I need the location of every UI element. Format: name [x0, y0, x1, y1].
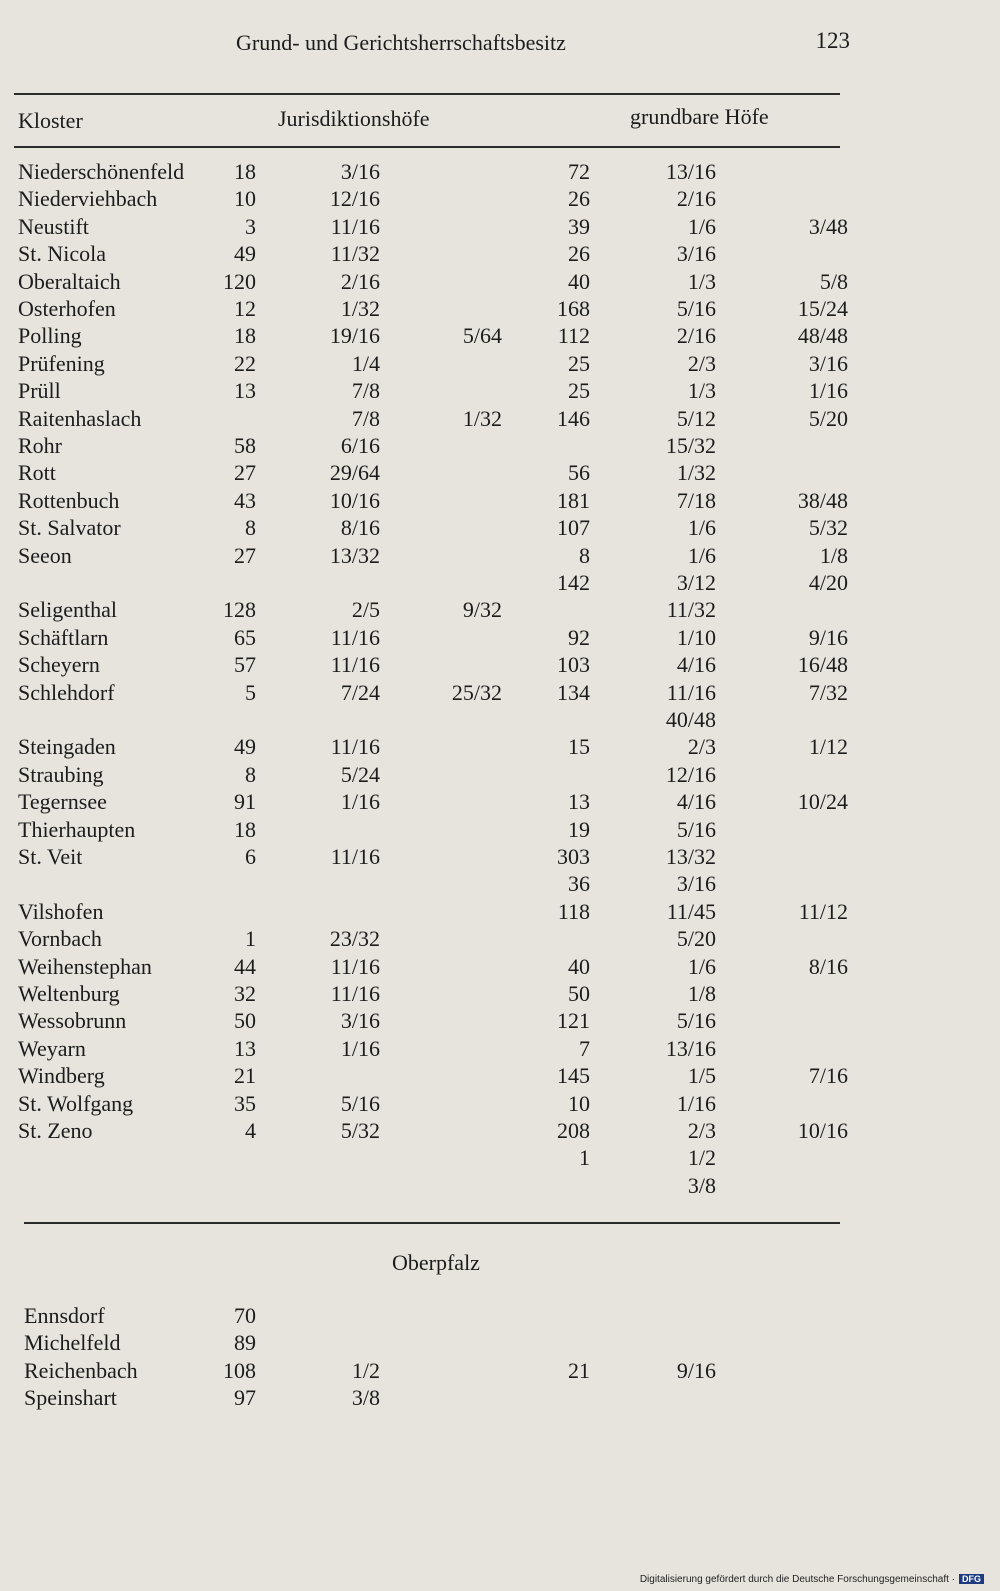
table-row	[0, 1035, 1000, 1063]
cell-d: 134	[557, 679, 590, 705]
cell-b: 7/24	[340, 679, 380, 705]
table-row	[0, 1302, 1000, 1330]
cell-a: 18	[234, 816, 256, 842]
cell-d: 19	[568, 816, 590, 842]
cell-b: 3/8	[351, 1385, 380, 1411]
cell-a: 8	[245, 515, 256, 541]
cell-b: 7/8	[351, 378, 380, 404]
table-row	[0, 295, 1000, 323]
cell-a: 65	[234, 624, 256, 650]
cell-b: 13/32	[329, 542, 380, 568]
kloster-name: Speinshart	[24, 1385, 117, 1411]
cell-a: 89	[234, 1330, 256, 1356]
cell-b: 19/16	[329, 323, 380, 349]
cell-e: 1/5	[687, 1063, 716, 1089]
cell-e: 4/16	[676, 789, 716, 815]
cell-e: 9/16	[676, 1357, 716, 1383]
cell-d: 303	[557, 844, 590, 869]
cell-e: 1/2	[687, 1145, 716, 1171]
cell-b: 3/16	[340, 1008, 380, 1034]
cell-e: 3/8	[687, 1172, 716, 1198]
cell-e: 11/16	[666, 679, 716, 705]
kloster-name: Seeon	[18, 542, 72, 568]
kloster-name: Windberg	[18, 1063, 105, 1089]
cell-b: 1/32	[340, 296, 380, 321]
cell-d: 39	[568, 213, 590, 239]
cell-e: 12/16	[665, 761, 716, 787]
cell-a: 18	[234, 323, 256, 349]
cell-d: 146	[557, 405, 590, 431]
cell-c: 9/32	[462, 597, 502, 623]
kloster-name: St. Nicola	[18, 241, 106, 267]
cell-a: 13	[234, 378, 256, 404]
cell-e: 3/16	[676, 241, 716, 267]
cell-d: 40	[568, 268, 590, 294]
top-rule	[14, 93, 840, 95]
cell-e: 1/6	[687, 953, 716, 979]
cell-b: 11/32	[330, 241, 380, 267]
table-row	[0, 953, 1000, 981]
cell-b: 1/4	[351, 350, 380, 376]
cell-b: 11/16	[330, 953, 380, 979]
table-row	[0, 1062, 1000, 1090]
table-row	[0, 816, 1000, 844]
table-row	[0, 980, 1000, 1008]
cell-d: 40	[568, 953, 590, 979]
cell-a: 13	[234, 1035, 256, 1061]
cell-b: 5/16	[340, 1090, 380, 1116]
cell-e: 5/16	[676, 296, 716, 321]
cell-b: 1/16	[340, 1035, 380, 1061]
table-row	[0, 596, 1000, 624]
cell-a: 18	[234, 159, 256, 184]
cell-a: 21	[234, 1063, 256, 1089]
cell-e: 2/3	[687, 350, 716, 376]
table-row	[0, 761, 1000, 789]
kloster-name: Scheyern	[18, 652, 100, 678]
kloster-name: St. Wolfgang	[18, 1090, 134, 1116]
kloster-name: Neustift	[18, 213, 89, 239]
table-row	[0, 185, 1000, 213]
cell-d: 118	[557, 898, 590, 924]
cell-f: 5/32	[808, 515, 848, 541]
kloster-name: Vornbach	[18, 926, 102, 952]
cell-a: 10	[234, 186, 256, 212]
cell-a: 6	[245, 844, 256, 869]
kloster-name: Weltenburg	[18, 981, 120, 1006]
table-row	[0, 1007, 1000, 1035]
table-row	[0, 213, 1000, 241]
section-rule	[24, 1222, 840, 1224]
table-row	[0, 1357, 1000, 1385]
column-header-jurisdiktion: Jurisdiktionshöfe	[278, 106, 430, 131]
cell-a: 3	[245, 213, 256, 239]
table-row	[0, 432, 1000, 460]
cell-d: 208	[557, 1118, 590, 1143]
cell-a: 128	[223, 597, 256, 623]
kloster-name: Niederschönenfeld	[18, 159, 185, 184]
cell-d: 50	[568, 981, 590, 1006]
kloster-name: Polling	[18, 323, 82, 349]
cell-d: 168	[557, 296, 590, 321]
table-row	[0, 322, 1000, 350]
cell-a: 5	[245, 679, 256, 705]
column-header-kloster: Kloster	[18, 108, 83, 133]
cell-a: 22	[234, 350, 256, 376]
cell-d: 36	[568, 871, 590, 897]
table-row	[0, 1329, 1000, 1357]
cell-e: 1/16	[676, 1090, 716, 1116]
kloster-name: Michelfeld	[24, 1330, 121, 1356]
cell-f: 4/20	[808, 570, 848, 595]
cell-e: 2/3	[687, 1118, 716, 1143]
cell-f: 1/12	[808, 734, 848, 760]
table-row	[0, 624, 1000, 652]
cell-d: 25	[568, 350, 590, 376]
cell-a: 58	[234, 433, 256, 458]
cell-d: 181	[557, 487, 590, 513]
cell-c: 25/32	[451, 679, 502, 705]
cell-d: 15	[568, 734, 590, 760]
kloster-name: Raitenhaslach	[18, 405, 142, 431]
table-row	[0, 1090, 1000, 1118]
cell-f: 5/20	[808, 405, 848, 431]
running-header: Grund- und Gerichtsherrschaftsbesitz	[236, 30, 566, 55]
cell-d: 112	[557, 323, 590, 349]
table-row	[0, 377, 1000, 405]
table-row	[0, 679, 1000, 707]
cell-f: 11/12	[798, 898, 848, 924]
cell-f: 10/24	[797, 789, 848, 815]
kloster-name: Thierhaupten	[18, 816, 136, 842]
cell-e: 13/16	[665, 1035, 716, 1061]
footer-credit	[640, 1574, 984, 1585]
kloster-name: Prüfening	[18, 350, 105, 376]
cell-d: 26	[568, 241, 590, 267]
cell-b: 2/16	[340, 268, 380, 294]
kloster-name: Weyarn	[18, 1035, 86, 1061]
cell-b: 7/8	[351, 405, 380, 431]
cell-f: 16/48	[797, 652, 848, 678]
cell-b: 1/16	[340, 789, 380, 815]
kloster-name: Straubing	[18, 761, 104, 787]
header-rule	[14, 146, 840, 148]
cell-a: 44	[234, 953, 256, 979]
cell-f: 1/16	[808, 378, 848, 404]
cell-b: 12/16	[329, 186, 380, 212]
cell-a: 49	[234, 734, 256, 760]
cell-a: 4	[245, 1118, 256, 1143]
cell-b: 5/24	[340, 761, 380, 787]
kloster-name: Vilshofen	[18, 898, 104, 924]
kloster-name: Prüll	[18, 378, 61, 404]
cell-d: 56	[568, 460, 590, 486]
table-row	[0, 350, 1000, 378]
kloster-name: Weihenstephan	[18, 953, 152, 979]
cell-e: 1/10	[676, 624, 716, 650]
cell-b: 11/16	[330, 981, 380, 1006]
cell-b: 11/16	[330, 213, 380, 239]
cell-e: 40/48	[665, 707, 716, 732]
table-row	[0, 733, 1000, 761]
kloster-name: Reichenbach	[24, 1357, 138, 1383]
cell-a: 91	[234, 789, 256, 815]
cell-d: 26	[568, 186, 590, 212]
section-title: Oberpfalz	[392, 1250, 480, 1275]
cell-a: 108	[223, 1357, 256, 1383]
cell-f: 1/8	[819, 542, 848, 568]
kloster-name: Wessobrunn	[18, 1008, 127, 1034]
cell-e: 1/8	[687, 981, 716, 1006]
cell-e: 1/3	[687, 268, 716, 294]
cell-f: 3/16	[808, 350, 848, 376]
table-row	[0, 240, 1000, 268]
cell-b: 2/5	[351, 597, 380, 623]
cell-f: 9/16	[808, 624, 848, 650]
kloster-name: Tegernsee	[18, 789, 107, 815]
table-row	[0, 542, 1000, 570]
cell-e: 4/16	[676, 652, 716, 678]
cell-e: 13/32	[665, 844, 716, 869]
cell-d: 25	[568, 378, 590, 404]
cell-a: 70	[234, 1303, 256, 1328]
table-row	[0, 651, 1000, 679]
cell-b: 8/16	[340, 515, 380, 541]
cell-b: 11/16	[330, 734, 380, 760]
page-number: 123	[815, 28, 850, 53]
cell-d: 8	[579, 542, 590, 568]
kloster-name: Niederviehbach	[18, 186, 158, 212]
table-row	[0, 898, 1000, 926]
kloster-name: St. Zeno	[18, 1118, 93, 1143]
table-row	[0, 1172, 1000, 1200]
kloster-name: Seligenthal	[18, 597, 117, 623]
table-row	[0, 158, 1000, 186]
kloster-name: St. Salvator	[18, 515, 121, 541]
cell-b: 29/64	[329, 460, 380, 486]
cell-b: 23/32	[329, 926, 380, 952]
cell-e: 1/32	[676, 460, 716, 486]
cell-d: 145	[557, 1063, 590, 1089]
cell-d: 92	[568, 624, 590, 650]
cell-d: 142	[557, 570, 590, 595]
table-row	[0, 405, 1000, 433]
table-row	[0, 788, 1000, 816]
cell-e: 11/45	[666, 898, 716, 924]
kloster-name: St. Veit	[18, 844, 83, 869]
cell-e: 3/12	[676, 570, 716, 595]
cell-b: 11/16	[330, 652, 380, 678]
cell-f: 3/48	[808, 213, 848, 239]
cell-c: 1/32	[462, 405, 502, 431]
footer-text: Digitalisierung gefördert durch die Deutsche Forschungsgemeinschaft ·	[639, 1574, 955, 1585]
cell-b: 10/16	[329, 487, 380, 513]
cell-e: 1/6	[687, 542, 716, 568]
column-header-grundbar: grundbare Höfe	[630, 104, 769, 129]
cell-d: 21	[568, 1357, 590, 1383]
cell-a: 50	[234, 1008, 256, 1034]
cell-d: 13	[568, 789, 590, 815]
cell-a: 49	[234, 241, 256, 267]
cell-a: 120	[223, 268, 256, 294]
table-row	[0, 843, 1000, 871]
kloster-name: Rohr	[18, 433, 62, 458]
table-row	[0, 569, 1000, 597]
cell-e: 2/3	[687, 734, 716, 760]
cell-f: 7/16	[808, 1063, 848, 1089]
cell-a: 35	[234, 1090, 256, 1116]
cell-a: 1	[245, 926, 256, 952]
cell-b: 3/16	[340, 159, 380, 184]
cell-f: 10/16	[797, 1118, 848, 1143]
cell-a: 97	[234, 1385, 256, 1411]
cell-b: 5/32	[340, 1118, 380, 1143]
cell-d: 10	[568, 1090, 590, 1116]
cell-e: 5/20	[676, 926, 716, 952]
kloster-name: Schäftlarn	[18, 624, 109, 650]
cell-d: 121	[557, 1008, 590, 1034]
kloster-name: Rottenbuch	[18, 487, 120, 513]
table-row	[0, 459, 1000, 487]
cell-b: 11/16	[330, 844, 380, 869]
cell-e: 1/3	[687, 378, 716, 404]
cell-e: 5/12	[676, 405, 716, 431]
cell-e: 15/32	[665, 433, 716, 458]
kloster-name: Ennsdorf	[24, 1303, 105, 1328]
cell-a: 8	[245, 761, 256, 787]
cell-e: 1/6	[687, 515, 716, 541]
cell-b: 6/16	[340, 433, 380, 458]
cell-f: 48/48	[797, 323, 848, 349]
dfg-logo: DFG	[959, 1574, 984, 1584]
cell-e: 7/18	[676, 487, 716, 513]
table-row	[0, 268, 1000, 296]
cell-e: 11/32	[666, 597, 716, 623]
cell-e: 2/16	[676, 323, 716, 349]
cell-d: 1	[579, 1145, 590, 1171]
table-row	[0, 1144, 1000, 1172]
cell-e: 13/16	[665, 159, 716, 184]
cell-a: 57	[234, 652, 256, 678]
cell-d: 7	[579, 1035, 590, 1061]
cell-e: 5/16	[676, 816, 716, 842]
kloster-name: Rott	[18, 460, 56, 486]
cell-d: 103	[557, 652, 590, 678]
cell-d: 72	[568, 159, 590, 184]
table-row	[0, 925, 1000, 953]
table-row	[0, 1384, 1000, 1412]
cell-a: 32	[234, 981, 256, 1006]
cell-f: 5/8	[819, 268, 848, 294]
table-row	[0, 514, 1000, 542]
cell-e: 3/16	[676, 871, 716, 897]
table-row	[0, 706, 1000, 734]
kloster-name: Osterhofen	[18, 296, 116, 321]
cell-a: 43	[234, 487, 256, 513]
cell-c: 5/64	[462, 323, 502, 349]
cell-e: 2/16	[676, 186, 716, 212]
cell-e: 5/16	[676, 1008, 716, 1034]
cell-b: 1/2	[351, 1357, 380, 1383]
cell-d: 107	[557, 515, 590, 541]
kloster-name: Steingaden	[18, 734, 116, 760]
cell-f: 38/48	[797, 487, 848, 513]
table-row	[0, 870, 1000, 898]
cell-a: 27	[234, 542, 256, 568]
kloster-name: Schlehdorf	[18, 679, 115, 705]
cell-a: 27	[234, 460, 256, 486]
kloster-name: Oberaltaich	[18, 268, 121, 294]
cell-f: 8/16	[808, 953, 848, 979]
table-row	[0, 1117, 1000, 1145]
table-row	[0, 487, 1000, 515]
cell-f: 7/32	[808, 679, 848, 705]
cell-e: 1/6	[687, 213, 716, 239]
cell-a: 12	[234, 296, 256, 321]
cell-b: 11/16	[330, 624, 380, 650]
cell-f: 15/24	[797, 296, 848, 321]
